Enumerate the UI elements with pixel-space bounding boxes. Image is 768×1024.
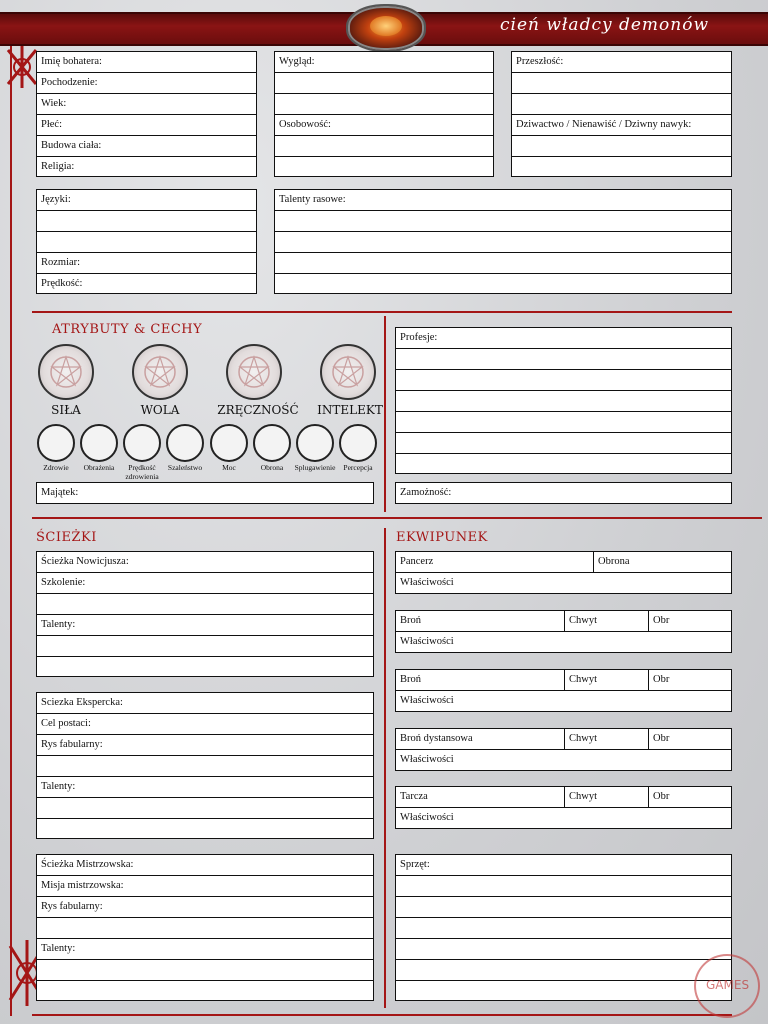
languages-field[interactable]: Języki: [37, 190, 256, 211]
professions-field[interactable]: Profesje: [396, 328, 731, 349]
armor-defense-field[interactable]: Obrona [598, 556, 630, 567]
health-label: Zdrowie [43, 463, 69, 472]
master-talents-line[interactable] [37, 960, 373, 981]
racial-talents-box [274, 189, 732, 294]
religion-field[interactable]: Religia: [41, 161, 75, 172]
defense-label: Obrona [260, 463, 284, 472]
master-path-field[interactable]: Ścieżka Mistrzowska: [37, 855, 373, 876]
story-trait-field[interactable]: Rys fabularny: [37, 735, 373, 756]
corruption-label: Splugawienie [294, 463, 336, 472]
appearance-line[interactable] [275, 73, 493, 94]
expert-talents-field[interactable]: Talenty: [37, 777, 373, 798]
frame-left [10, 46, 12, 1016]
affluence-field[interactable]: Zamożność: [400, 487, 452, 498]
shield-box [395, 786, 732, 829]
shield-field[interactable]: Tarcza [396, 787, 565, 807]
health-circle[interactable] [37, 424, 75, 462]
shield-damage-field[interactable]: Obr [653, 791, 670, 802]
professions-line[interactable] [396, 433, 731, 454]
hero-info-box [36, 51, 257, 177]
dexterity-label: ZRĘCZNOŚĆ [217, 403, 299, 417]
gender-field[interactable]: Płeć: [37, 115, 256, 136]
defense-circle[interactable] [253, 424, 291, 462]
paths-title: ŚCIEŻKI [36, 530, 97, 545]
strength-label: SIŁA [51, 403, 81, 417]
weapon-properties-field[interactable]: Właściwości [400, 695, 454, 706]
training-field[interactable]: Szkolenie: [37, 573, 373, 594]
ranged-weapon-damage-field[interactable]: Obr [653, 733, 670, 744]
master-talents-field[interactable]: Talenty: [37, 939, 373, 960]
age-field[interactable]: Wiek: [37, 94, 256, 115]
wealth-box [36, 482, 374, 504]
attributes-title: ATRYBUTY & CECHY [52, 322, 203, 337]
languages-box [36, 189, 257, 294]
quirk-line[interactable] [512, 136, 731, 157]
professions-line[interactable] [396, 349, 731, 370]
background-line[interactable] [512, 94, 731, 115]
hero-name-field[interactable]: Imię bohatera: [37, 52, 256, 73]
gear-line[interactable] [396, 876, 731, 897]
damage-label: Obrażenia [83, 463, 115, 472]
training-line[interactable] [37, 594, 373, 615]
master-path-box [36, 854, 374, 1001]
insanity-label: Szaleństwo [167, 463, 203, 472]
background-box [511, 51, 732, 177]
racial-talents-line[interactable] [275, 211, 731, 232]
pentagram-icon [142, 354, 178, 390]
affluence-box [395, 482, 732, 504]
professions-line[interactable] [396, 454, 731, 475]
novice-talents-line[interactable] [37, 657, 373, 678]
origin-field[interactable]: Pochodzenie: [37, 73, 256, 94]
strength-disc[interactable] [38, 344, 94, 400]
insanity-circle[interactable] [166, 424, 204, 462]
weapon-box [395, 610, 732, 653]
sheet-title: cień władcy demonów [500, 15, 710, 35]
appearance-field[interactable]: Wygląd: [275, 52, 493, 73]
novice-path-field[interactable]: Ścieżka Nowicjusza: [37, 552, 373, 573]
wealth-field[interactable]: Majątek: [41, 487, 79, 498]
ornament-top-left-icon [4, 44, 40, 90]
professions-line[interactable] [396, 391, 731, 412]
frame-line-bottom [32, 1014, 732, 1016]
master-story-trait-line[interactable] [37, 918, 373, 939]
corruption-circle[interactable] [296, 424, 334, 462]
publisher-logo [694, 954, 760, 1018]
languages-line[interactable] [37, 211, 256, 232]
background-field[interactable]: Przeszłość: [512, 52, 731, 73]
pentagram-icon [330, 354, 366, 390]
ranged-weapon-box [395, 728, 732, 771]
pentagram-icon [236, 354, 272, 390]
master-talents-line[interactable] [37, 981, 373, 1002]
shield-properties-field[interactable]: Właściwości [400, 812, 454, 823]
expert-talents-line[interactable] [37, 819, 373, 840]
gear-line[interactable] [396, 981, 731, 1002]
weapon-grip-field[interactable]: Chwyt [565, 611, 649, 631]
damage-circle[interactable] [80, 424, 118, 462]
novice-talents-line[interactable] [37, 636, 373, 657]
novice-talents-field[interactable]: Talenty: [37, 615, 373, 636]
racial-talents-field[interactable]: Talenty rasowe: [275, 190, 731, 211]
personality-field[interactable]: Osobowość: [275, 115, 493, 136]
professions-line[interactable] [396, 412, 731, 433]
healing-rate-circle[interactable] [123, 424, 161, 462]
gear-line[interactable] [396, 960, 731, 981]
frame-line-paths [32, 517, 762, 519]
weapon-properties-field[interactable]: Właściwości [400, 636, 454, 647]
quirk-line[interactable] [512, 157, 731, 178]
ranged-weapon-properties-field[interactable]: Właściwości [400, 754, 454, 765]
gear-field[interactable]: Sprzęt: [396, 855, 731, 876]
armor-box [395, 551, 732, 594]
expert-path-field[interactable]: Sciezka Ekspercka: [37, 693, 373, 714]
weapon-field[interactable]: Broń [396, 611, 565, 631]
equipment-title: EKWIPUNEK [396, 530, 488, 545]
racial-talents-line[interactable] [275, 232, 731, 253]
power-label: Moc [222, 463, 236, 472]
intellect-label: INTELEKT [317, 403, 383, 417]
will-label: WOLA [140, 403, 180, 417]
expert-path-box [36, 692, 374, 839]
power-circle[interactable] [210, 424, 248, 462]
build-field[interactable]: Budowa ciała: [37, 136, 256, 157]
gear-box [395, 854, 732, 1001]
shield-grip-field[interactable]: Chwyt [565, 787, 649, 807]
perception-circle[interactable] [339, 424, 377, 462]
appearance-box [274, 51, 494, 177]
intellect-disc[interactable] [320, 344, 376, 400]
gear-line[interactable] [396, 897, 731, 918]
master-story-trait-field[interactable]: Rys fabularny: [37, 897, 373, 918]
ranged-weapon-field[interactable]: Broń dystansowa [396, 729, 565, 749]
weapon-damage-field[interactable]: Obr [653, 615, 670, 626]
novice-path-box [36, 551, 374, 677]
professions-box [395, 327, 732, 474]
weapon-damage-field[interactable]: Obr [653, 674, 670, 685]
weapon-box [395, 669, 732, 712]
racial-talents-line[interactable] [275, 274, 731, 295]
personality-line[interactable] [275, 157, 493, 178]
background-line[interactable] [512, 73, 731, 94]
gear-line[interactable] [396, 918, 731, 939]
appearance-line[interactable] [275, 94, 493, 115]
ranged-weapon-grip-field[interactable]: Chwyt [565, 729, 649, 749]
quirk-field[interactable]: Dziwactwo / Nienawiść / Dziwny nawyk: [512, 115, 731, 136]
size-field[interactable]: Rozmiar: [37, 253, 256, 274]
armor-field[interactable]: Pancerz [396, 552, 594, 572]
weapon-field[interactable]: Broń [396, 670, 565, 690]
armor-properties-field[interactable]: Właściwości [400, 577, 454, 588]
racial-talents-line[interactable] [275, 253, 731, 274]
gear-line[interactable] [396, 939, 731, 960]
dexterity-disc[interactable] [226, 344, 282, 400]
demon-emblem-icon [346, 4, 426, 52]
story-trait-line[interactable] [37, 756, 373, 777]
master-mission-field[interactable]: Misja mistrzowska: [37, 876, 373, 897]
professions-line[interactable] [396, 370, 731, 391]
personality-line[interactable] [275, 136, 493, 157]
perception-label: Percepcja [343, 463, 373, 472]
weapon-grip-field[interactable]: Chwyt [565, 670, 649, 690]
frame-line-attributes [32, 311, 732, 313]
expert-talents-line[interactable] [37, 798, 373, 819]
healing-rate-label: Prędkość zdrowienia [125, 463, 159, 481]
languages-line[interactable] [37, 232, 256, 253]
character-goal-field[interactable]: Cel postaci: [37, 714, 373, 735]
speed-field[interactable]: Prędkość: [41, 278, 83, 289]
publisher-logo-text: GAMES [706, 978, 750, 992]
frame-divider-lower [384, 528, 386, 1008]
pentagram-icon [48, 354, 84, 390]
will-disc[interactable] [132, 344, 188, 400]
